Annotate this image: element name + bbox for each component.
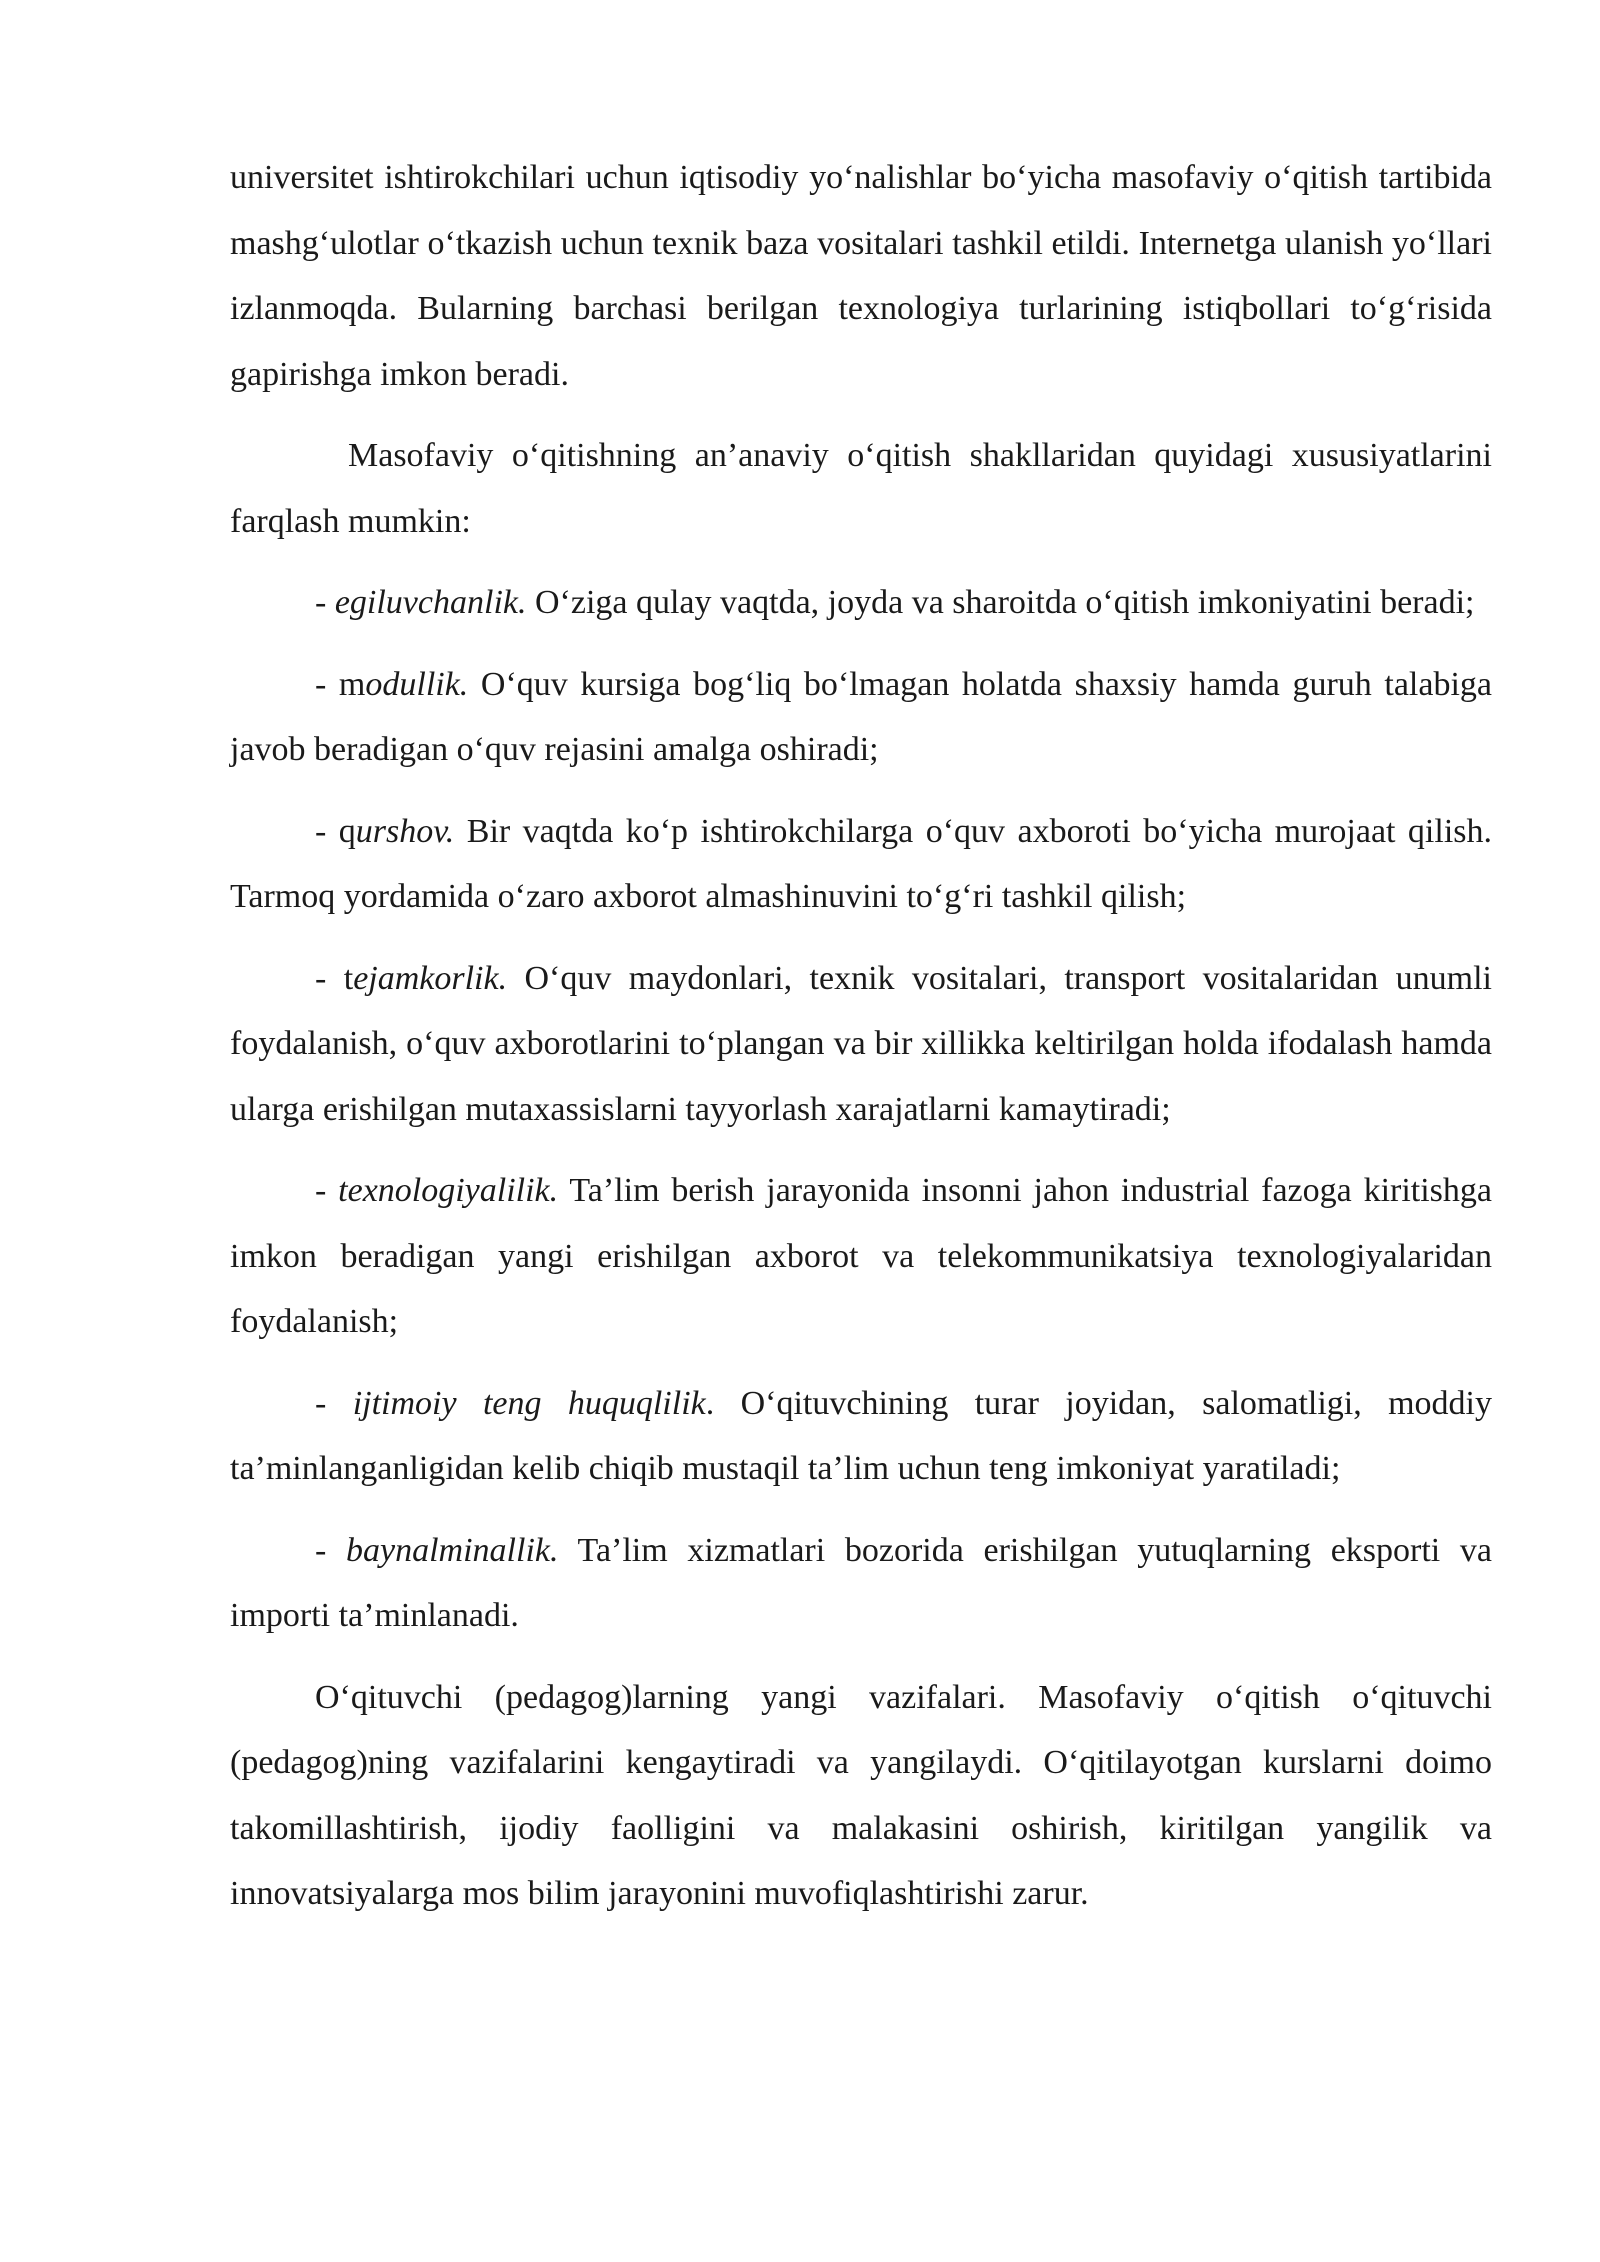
list-item-term: baynalminallik. (346, 1531, 559, 1569)
list-item-egiluvchanlik (230, 570, 1492, 636)
list-item-text: Bir vaqtda ko‘p ishtirokchilarga o‘quv axboroti bo‘yicha murojaat qilish. Tarmoq yordamida o‘zaro axborot almashinuvini to‘g‘ri tashkil qilish; (230, 812, 1493, 915)
list-item-lead: - (315, 1531, 347, 1569)
list-item-text: Ta’lim xizmatlari bozorida erishilgan yutuqlarning eksporti va importi ta’minlanadi. (230, 1531, 1493, 1634)
list-item-lead: - t (315, 959, 354, 997)
list-item-term: texnologiyalilik. (338, 1172, 559, 1209)
paragraph-text: universitet ishtirokchilari uchun iqtisodiy yo‘nalishlar bo‘yicha masofaviy o‘qitish tartibida mashg‘ulotlar o‘tkazish uchun texnik baza vositalari tashkil etildi. Internetga ulanish yo‘llari izlanmoqda. Bularning barchasi berilgan texnologiya turlarining istiqbollari to‘g‘risida gapirishga imkon beradi. (230, 159, 1492, 393)
list-item-lead: - (315, 1384, 353, 1422)
list-item-lead: - (315, 1172, 339, 1209)
list-item-ijtimoiy-teng-huquqlilik (230, 1371, 1492, 1502)
list-item-tejamkorlik (230, 946, 1492, 1143)
list-item-texnologiyalilik (230, 1158, 1492, 1355)
list-item-lead: - m (315, 665, 366, 703)
paragraph-teacher-tasks (230, 1665, 1492, 1927)
list-item-term: odullik. (365, 665, 469, 703)
list-item-text: O‘quv kursiga bog‘liq bo‘lmagan holatda shaxsiy hamda guruh talabiga javob beradigan o‘quv rejasini amalga oshiradi; (230, 665, 1492, 768)
paragraph-features-intro (230, 423, 1492, 554)
body-text (230, 145, 1492, 1943)
paragraph-continuation (230, 145, 1492, 407)
list-item-lead: - (315, 584, 335, 621)
list-item-text: Ta’lim berish jarayonida insonni jahon industrial fazoga kiritishga imkon beradigan yangi erishilgan axborot va telekommunikatsiya texnologiyalaridan foydalanish; (230, 1172, 1492, 1340)
paragraph-text: Masofaviy o‘qitishning an’anaviy o‘qitish shakllaridan quyidagi xususiyatlarini farqlash mumkin: (230, 437, 1492, 540)
list-item-lead: - q (315, 812, 356, 850)
paragraph-text: O‘qituvchi (pedagog)larning yangi vazifalari. Masofaviy o‘qitish o‘qituvchi (pedagog)ning vazifalarini kengaytiradi va yangilaydi. O‘qitilayotgan kurslarni doimo takomillashtirish, ijodiy faolligini va malakasini oshirish, kiritilgan yangilik va innovatsiyalarga mos bilim jarayonini muvofiqlashtirishi zarur. (230, 1678, 1492, 1912)
list-item-text: . O‘qituvchining turar joyidan, salomatligi, moddiy ta’minlanganligidan kelib chiqib mustaqil ta’lim uchun teng imkoniyat yaratiladi; (230, 1384, 1492, 1487)
list-item-modullik (230, 652, 1492, 783)
list-item-text: O‘quv maydonlari, texnik vositalari, transport vositalaridan unumli foydalanish, o‘quv axborotlarini to‘plangan va bir xillikka keltirilgan holda ifodalash hamda ularga erishilgan mutaxassislarni tayyorlash xarajatlarni kamaytiradi; (230, 959, 1492, 1128)
list-item-term: ejamkorlik. (353, 959, 508, 997)
list-item-term: urshov. (355, 812, 455, 850)
list-item-baynalminallik (230, 1518, 1492, 1649)
list-item-term: egiluvchanlik. (334, 584, 527, 621)
list-item-qurshov (230, 799, 1492, 930)
list-item-term: ijtimoiy teng huquqlilik (352, 1384, 706, 1422)
list-item-text: O‘ziga qulay vaqtda, joyda va sharoitda o‘qitish imkoniyatini beradi; (526, 584, 1475, 621)
